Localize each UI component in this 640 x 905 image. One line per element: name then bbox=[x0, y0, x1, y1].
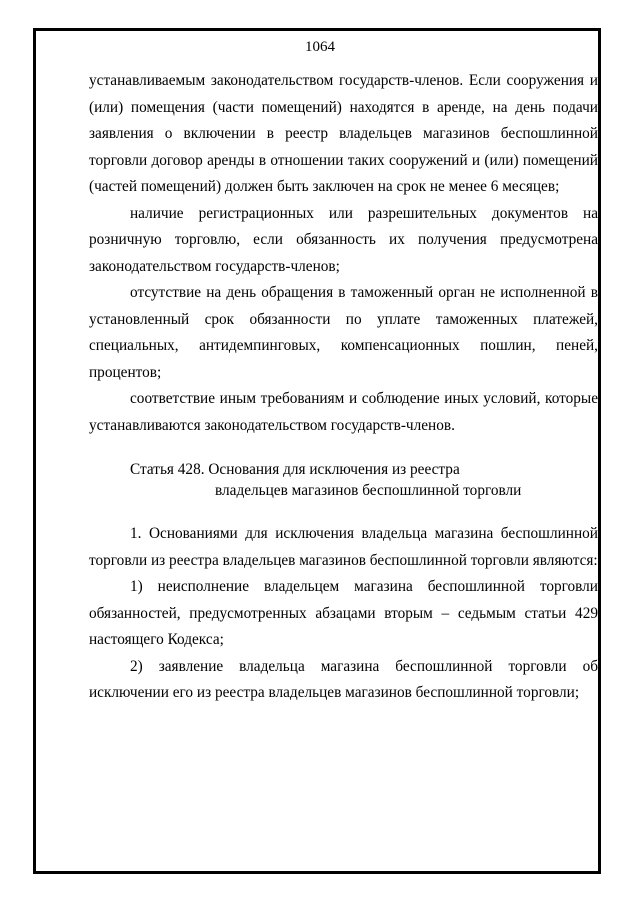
paragraph-continuation: устанавливаемым законодательством государств-членов. Если сооружения и (или) помещения (части помещений) находятся в аренде, на день подачи заявления о включении в реестр владельцев магазинов беспошлинной торговли договор аренды в отношении таких сооружений и (или) помещений (частей помещений) должен быть заключен на срок не менее 6 месяцев; bbox=[89, 72, 598, 195]
paragraph-registration-docs: наличие регистрационных или разрешительных документов на розничную торговлю, если обязанность их получения предусмотрена законодательством государств-членов; bbox=[89, 204, 598, 275]
paragraph-no-unpaid-duties: отсутствие на день обращения в таможенный орган не исполненной в установленный срок обязанности по уплате таможенных платежей, специальных, антидемпинговых, компенсационных пошлин, пеней, процентов; bbox=[89, 284, 598, 381]
article-heading bbox=[89, 459, 598, 501]
document-body bbox=[89, 68, 598, 707]
paragraph-other-requirements: соответствие иным требованиям и соблюдение иных условий, которые устанавливаются законодательством государств-членов. bbox=[89, 390, 598, 434]
page-number: 1064 bbox=[305, 39, 335, 55]
paragraph-grounds-intro: 1. Основаниями для исключения владельца магазина беспошлинной торговли из реестра владельцев магазинов беспошлинной торговли являются: bbox=[89, 525, 598, 569]
article-heading-line1: Статья 428. Основания для исключения из реестра bbox=[130, 461, 460, 478]
paragraph-ground-2: 2) заявление владельца магазина беспошлинной торговли об исключении его из реестра владельцев магазинов беспошлинной торговли; bbox=[89, 657, 598, 701]
paragraph-ground-1: 1) неисполнение владельцем магазина беспошлинной торговли обязанностей, предусмотренных абзацами вторым – седьмым статьи 429 настоящего Кодекса; bbox=[89, 578, 598, 648]
article-heading-line2: владельцев магазинов беспошлинной торговли bbox=[215, 482, 522, 499]
